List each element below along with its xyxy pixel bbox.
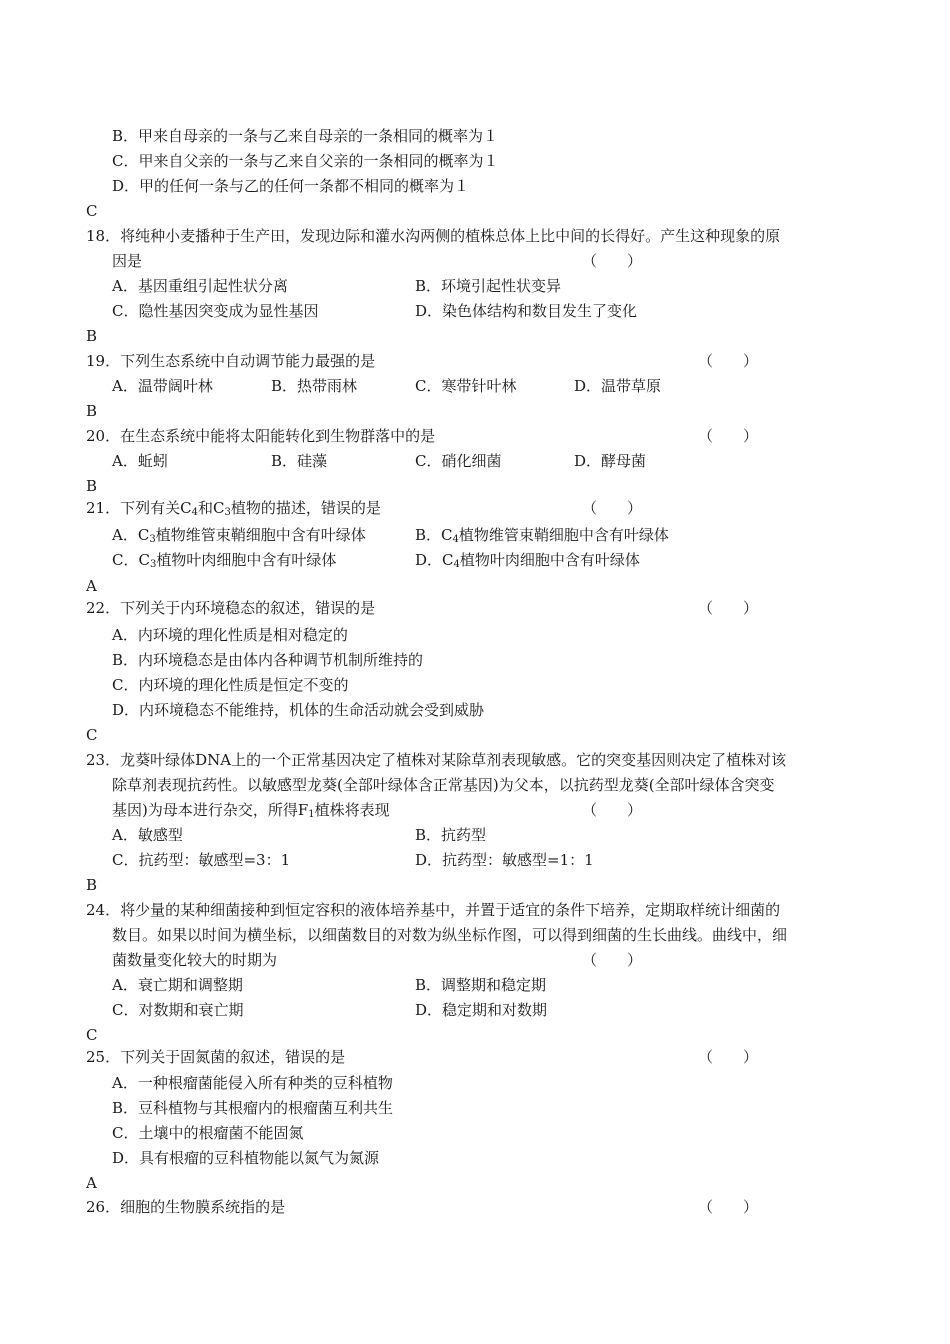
question-25-stem: 25．下列关于固氮菌的叙述，错误的是 (86, 1048, 346, 1066)
question-24-stem-cont: 菌数量变化较大的时期为 (112, 951, 278, 969)
question-24-answer: C (86, 1026, 98, 1044)
question-21-option-d: D．$C_4$植物叶肉细胞中含有叶绿体 (415, 551, 640, 570)
question-23-option-c: C．抗药型：敏感型=3：1 (112, 851, 291, 869)
answer-blank: （ ） (582, 252, 643, 270)
question-19-option-c: C．寒带针叶林 (415, 377, 517, 395)
question-21-answer: A (86, 577, 97, 595)
question-21-option-a: A．$C_3$植物维管束鞘细胞中含有叶绿体 (112, 526, 366, 545)
question-18-option-a: A．基因重组引起性状分离 (112, 277, 288, 295)
question-22-option-a: A．内环境的理化性质是相对稳定的 (112, 626, 348, 644)
answer-blank: （ ） (698, 1198, 759, 1216)
question-22-answer: C (86, 726, 98, 744)
question-18-option-b: B．环境引起性状变异 (415, 277, 562, 295)
question-23-option-b: B．抗药型 (415, 826, 487, 844)
question-25-option-b: B．豆科植物与其根瘤内的根瘤菌互利共生 (112, 1099, 394, 1117)
answer-blank: （ ） (698, 1048, 759, 1066)
question-19-option-a: A．温带阔叶林 (112, 377, 213, 395)
question-19-option-d: D．温带草原 (574, 377, 662, 395)
question-19-option-b: B．热带雨林 (271, 377, 358, 395)
question-20-option-d: D．酵母菌 (574, 452, 647, 470)
question-18-option-c: C．隐性基因突变成为显性基因 (112, 302, 319, 320)
answer-blank: （ ） (582, 499, 643, 517)
option-b: B．甲来自母亲的一条与乙来自母亲的一条相同的概率为１ (112, 127, 499, 145)
answer-blank: （ ） (582, 801, 643, 819)
question-24-stem-cont: 数目。如果以时间为横坐标，以细菌数目的对数为纵坐标作图，可以得到细菌的生长曲线。曲线中，细 (112, 926, 788, 944)
question-19-stem: 19．下列生态系统中自动调节能力最强的是 (86, 352, 376, 370)
answer-blank: （ ） (582, 951, 643, 969)
question-22-option-b: B．内环境稳态是由体内各种调节机制所维持的 (112, 651, 424, 669)
question-23-answer: B (86, 876, 98, 894)
question-18-stem: 18．将纯种小麦播种于生产田，发现边际和灌水沟两侧的植株总体上比中间的长得好。产生这种现象的原 (86, 227, 781, 245)
question-24-option-d: D．稳定期和对数期 (415, 1001, 548, 1019)
question-22-stem: 22．下列关于内环境稳态的叙述，错误的是 (86, 599, 376, 617)
question-21-stem: 21．下列有关$C_4$和$C_3$植物的描述，错误的是 (86, 499, 381, 518)
question-18-option-d: D．染色体结构和数目发生了变化 (415, 302, 638, 320)
question-18-stem-cont: 因是 (112, 252, 143, 270)
question-21-option-b: B．$C_4$植物维管束鞘细胞中含有叶绿体 (415, 526, 669, 545)
question-24-stem: 24．将少量的某种细菌接种到恒定容积的液体培养基中，并置于适宜的条件下培养，定期取样统计细菌的 (86, 901, 781, 919)
answer-blank: （ ） (698, 599, 759, 617)
question-20-answer: B (86, 477, 98, 495)
question-24-option-a: A．衰亡期和调整期 (112, 976, 243, 994)
answer-blank: （ ） (698, 427, 759, 445)
question-18-answer: B (86, 327, 98, 345)
question-24-option-b: B．调整期和稳定期 (415, 976, 547, 994)
question-23-stem-cont: 基因)为母本进行杂交，所得$F_1$植株将表现 (112, 801, 390, 820)
question-25-option-a: A．一种根瘤菌能侵入所有种类的豆科植物 (112, 1074, 393, 1092)
question-20-option-c: C．硝化细菌 (415, 452, 502, 470)
option-c: C．甲来自父亲的一条与乙来自父亲的一条相同的概率为１ (112, 152, 499, 170)
question-23-option-a: A．敏感型 (112, 826, 183, 844)
question-24-option-c: C．对数期和衰亡期 (112, 1001, 244, 1019)
question-25-option-c: C．土壤中的根瘤菌不能固氮 (112, 1124, 304, 1142)
question-26-stem: 26．细胞的生物膜系统指的是 (86, 1198, 286, 1216)
question-25-answer: A (86, 1174, 97, 1192)
question-20-option-b: B．硅藻 (271, 452, 328, 470)
question-25-option-d: D．具有根瘤的豆科植物能以氮气为氮源 (112, 1149, 380, 1167)
question-19-answer: B (86, 402, 98, 420)
question-23-stem: 23．龙葵叶绿体DNA上的一个正常基因决定了植株对某除草剂表现敏感。它的突变基因则决定了植株对该 (86, 751, 787, 769)
question-23-stem-cont: 除草剂表现抗药性。以敏感型龙葵(全部叶绿体含正常基因)为父本，以抗药型龙葵(全部叶绿体含突变 (112, 776, 775, 794)
question-20-option-a: A．蚯蚓 (112, 452, 168, 470)
question-21-option-c: C．$C_3$植物叶肉细胞中含有叶绿体 (112, 551, 337, 570)
question-20-stem: 20．在生态系统中能将太阳能转化到生物群落中的是 (86, 427, 436, 445)
question-22-option-d: D．内环境稳态不能维持，机体的生命活动就会受到威胁 (112, 701, 485, 719)
question-23-option-d: D．抗药型：敏感型=1：1 (415, 851, 594, 869)
question-22-option-c: C．内环境的理化性质是恒定不变的 (112, 676, 349, 694)
answer-blank: （ ） (698, 352, 759, 370)
answer: C (86, 202, 98, 220)
option-d: D．甲的任何一条与乙的任何一条都不相同的概率为１ (112, 177, 470, 195)
